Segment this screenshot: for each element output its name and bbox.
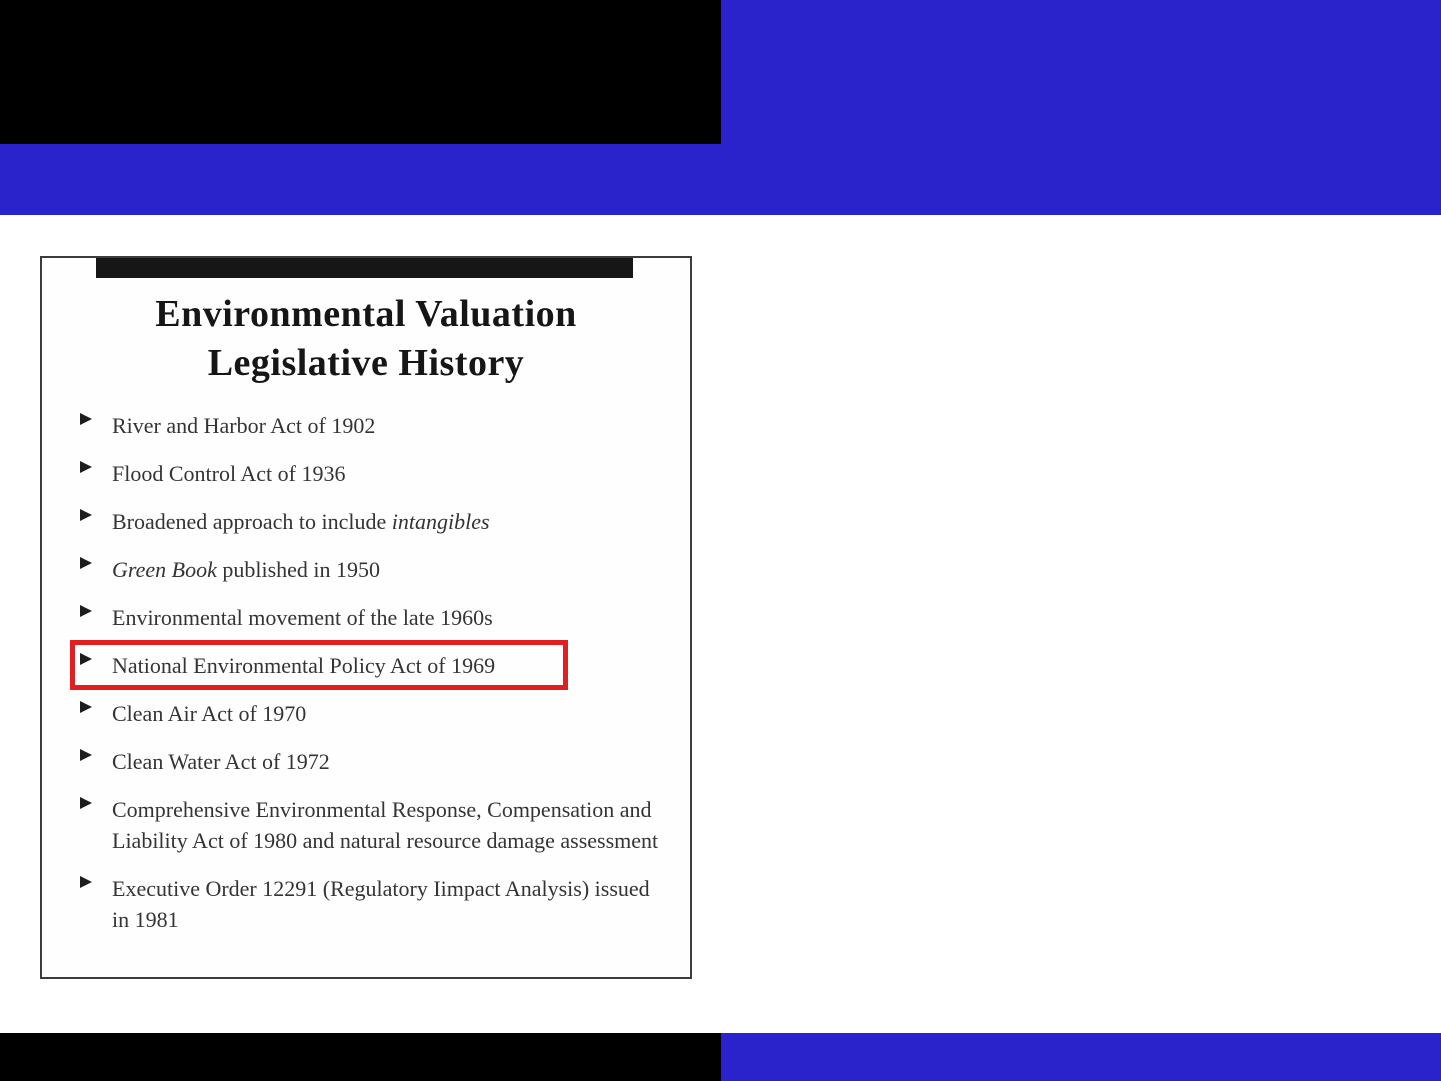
list-item (80, 410, 674, 441)
bullet-list (80, 410, 674, 935)
bullet-triangle-icon (80, 413, 92, 425)
list-item (80, 794, 674, 856)
bullet-text: Green Book published in 1950 (112, 557, 381, 582)
slide (40, 256, 692, 979)
list-item (80, 698, 674, 729)
bullet-triangle-icon (80, 605, 92, 617)
bullet-text: National Environmental Policy Act of 1969 (112, 653, 496, 678)
list-item (80, 746, 674, 777)
slide-title (52, 290, 680, 388)
bullet-triangle-icon (80, 509, 92, 521)
bullet-text: River and Harbor Act of 1902 (112, 413, 376, 438)
list-item (80, 506, 674, 537)
bullet-text: Comprehensive Environmental Response, Compensation and Liability Act of 1980 and natural resource damage assessment (112, 797, 659, 853)
slide-title-line2: Legislative History (207, 342, 525, 384)
bullet-triangle-icon (80, 749, 92, 761)
slide-title-line1: Environmental Valuation (155, 293, 577, 335)
list-item (80, 650, 674, 681)
bullet-text: Flood Control Act of 1936 (112, 461, 346, 486)
bullet-text: Clean Water Act of 1972 (112, 749, 330, 774)
list-item (80, 458, 674, 489)
bullet-triangle-icon (80, 557, 92, 569)
list-item (80, 554, 674, 585)
bottom-blue-band (721, 1033, 1441, 1081)
list-item (80, 602, 674, 633)
slide-top-bar (96, 258, 633, 278)
bullet-text: Environmental movement of the late 1960s (112, 605, 493, 630)
bullet-triangle-icon (80, 461, 92, 473)
bullet-triangle-icon (80, 701, 92, 713)
bullet-triangle-icon (80, 876, 92, 888)
bullet-triangle-icon (80, 797, 92, 809)
bullet-text: Clean Air Act of 1970 (112, 701, 307, 726)
bottom-black-panel (0, 1033, 721, 1081)
bullet-text: Broadened approach to include intangibles (112, 509, 490, 534)
top-black-panel (0, 0, 721, 144)
bullet-text: Executive Order 12291 (Regulatory Iimpact Analysis) issued in 1981 (112, 876, 650, 932)
highlight-box (70, 640, 568, 690)
list-item (80, 873, 674, 935)
